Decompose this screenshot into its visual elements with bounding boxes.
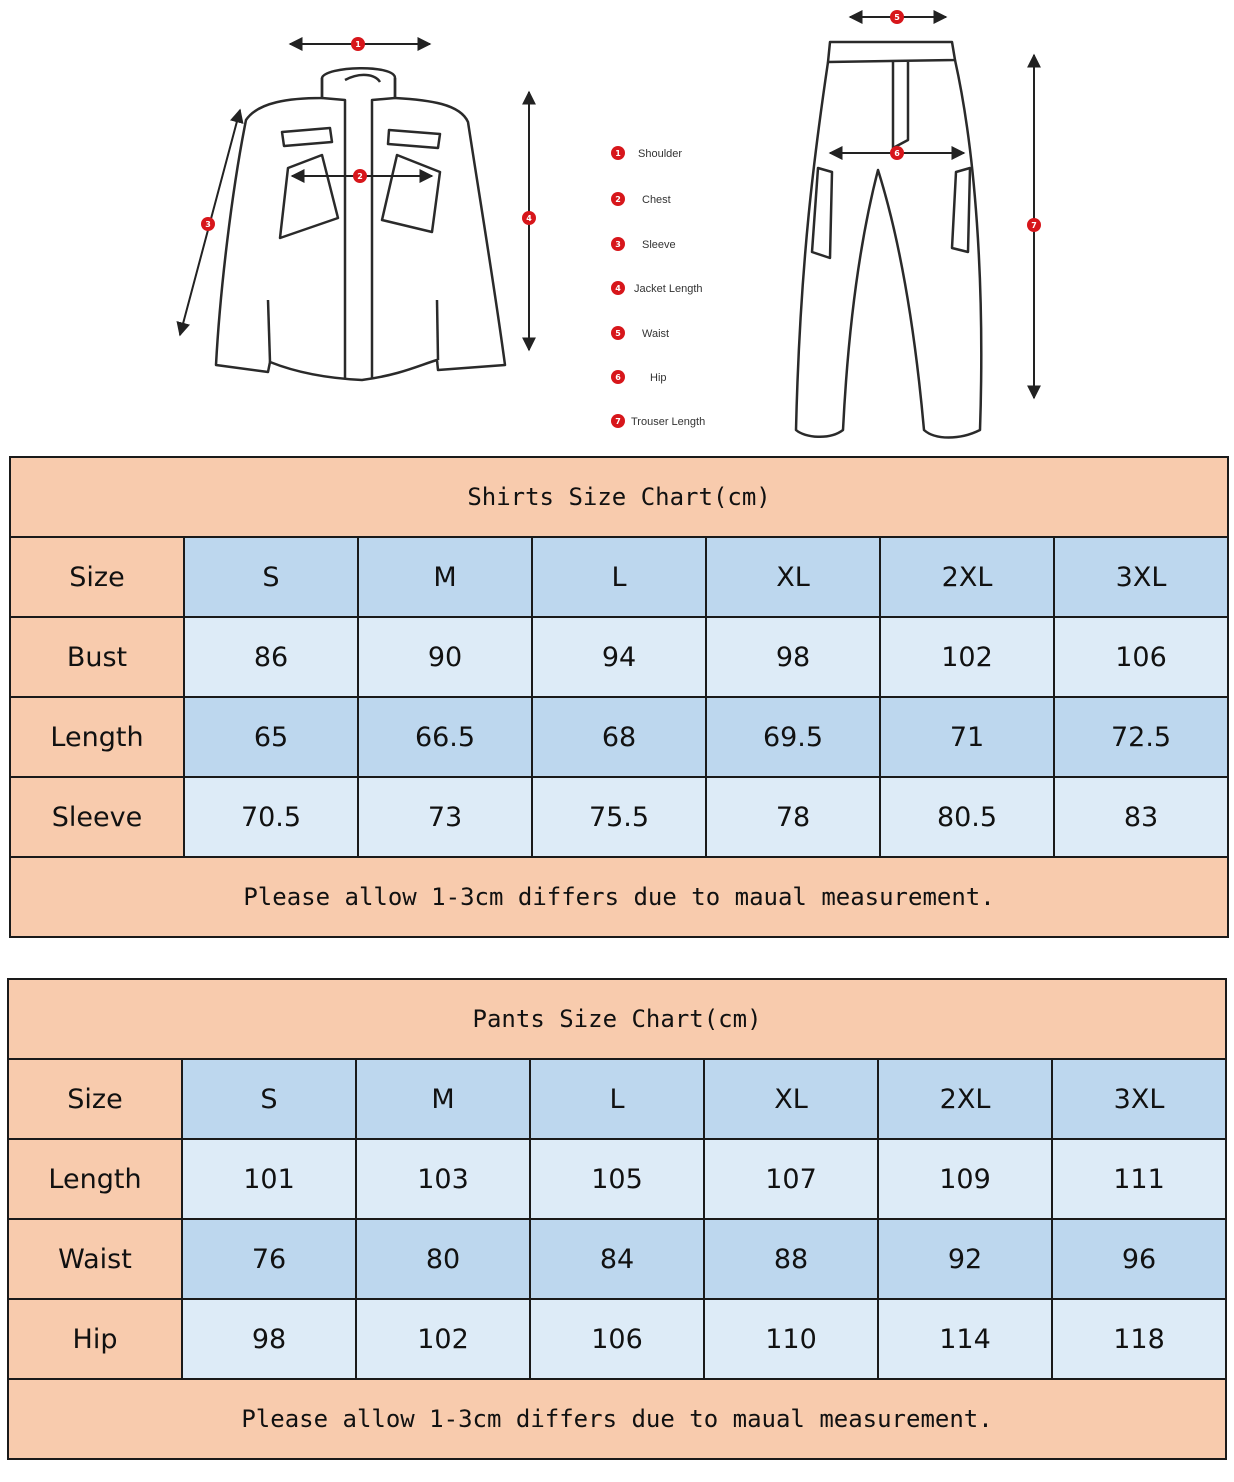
table-cell: 75.5	[532, 777, 706, 857]
svg-text:2: 2	[615, 195, 621, 204]
svg-text:2: 2	[357, 172, 363, 181]
legend-item	[611, 192, 671, 206]
size-cell: XL	[706, 537, 880, 617]
table-cell: 110	[704, 1299, 878, 1379]
svg-text:Hip: Hip	[650, 372, 667, 384]
svg-text:3: 3	[205, 220, 211, 229]
table-cell: 106	[1054, 617, 1228, 697]
size-cell: 2XL	[878, 1059, 1052, 1139]
svg-text:Trouser Length: Trouser Length	[631, 416, 706, 428]
svg-text:Chest: Chest	[642, 194, 671, 206]
table-cell: 69.5	[706, 697, 880, 777]
legend-item	[611, 370, 667, 384]
pants-title-row	[8, 979, 1226, 1059]
table-cell: 68	[532, 697, 706, 777]
svg-text:7: 7	[615, 417, 621, 426]
svg-text:3: 3	[615, 240, 621, 249]
table-cell: 114	[878, 1299, 1052, 1379]
row-header: Waist	[8, 1219, 182, 1299]
shirts-chart-title: Shirts Size Chart(cm)	[10, 457, 1228, 537]
size-cell: M	[358, 537, 532, 617]
row-header: Hip	[8, 1299, 182, 1379]
table-row	[10, 777, 1228, 857]
table-cell: 98	[706, 617, 880, 697]
table-cell: 88	[704, 1219, 878, 1299]
size-cell: S	[184, 537, 358, 617]
table-cell: 92	[878, 1219, 1052, 1299]
size-cell: M	[356, 1059, 530, 1139]
shirts-note-row	[10, 857, 1228, 937]
pants-size-chart	[7, 978, 1227, 1460]
size-header: Size	[10, 537, 184, 617]
shirts-size-row	[10, 537, 1228, 617]
shirts-size-chart	[9, 456, 1229, 938]
table-row	[10, 617, 1228, 697]
table-cell: 86	[184, 617, 358, 697]
size-cell: 3XL	[1054, 537, 1228, 617]
row-header: Length	[10, 697, 184, 777]
svg-text:6: 6	[615, 373, 621, 382]
table-cell: 84	[530, 1219, 704, 1299]
measurement-note: Please allow 1-3cm differs due to maual measurement.	[8, 1379, 1226, 1459]
svg-text:Jacket Length: Jacket Length	[634, 283, 703, 295]
table-row	[10, 697, 1228, 777]
svg-text:1: 1	[355, 40, 361, 49]
pants-size-row	[8, 1059, 1226, 1139]
table-cell: 78	[706, 777, 880, 857]
row-header: Length	[8, 1139, 182, 1219]
legend-item	[611, 281, 703, 295]
table-cell: 96	[1052, 1219, 1226, 1299]
size-cell: S	[182, 1059, 356, 1139]
pants-arrows	[830, 17, 1034, 398]
table-cell: 98	[182, 1299, 356, 1379]
svg-text:4: 4	[526, 214, 532, 223]
shirts-title-row	[10, 457, 1228, 537]
table-cell: 109	[878, 1139, 1052, 1219]
size-cell: L	[530, 1059, 704, 1139]
table-cell: 102	[356, 1299, 530, 1379]
size-cell: XL	[704, 1059, 878, 1139]
size-cell: L	[532, 537, 706, 617]
pants-note-row	[8, 1379, 1226, 1459]
table-cell: 103	[356, 1139, 530, 1219]
table-cell: 105	[530, 1139, 704, 1219]
table-cell: 111	[1052, 1139, 1226, 1219]
table-cell: 118	[1052, 1299, 1226, 1379]
table-cell: 65	[184, 697, 358, 777]
size-cell: 2XL	[880, 537, 1054, 617]
table-cell: 76	[182, 1219, 356, 1299]
table-cell: 73	[358, 777, 532, 857]
table-cell: 83	[1054, 777, 1228, 857]
table-cell: 90	[358, 617, 532, 697]
row-header: Bust	[10, 617, 184, 697]
table-row	[8, 1299, 1226, 1379]
table-cell: 107	[704, 1139, 878, 1219]
measurement-diagram	[0, 0, 1234, 450]
table-cell: 71	[880, 697, 1054, 777]
size-header: Size	[8, 1059, 182, 1139]
table-cell: 70.5	[184, 777, 358, 857]
svg-text:1: 1	[615, 149, 621, 158]
table-cell: 66.5	[358, 697, 532, 777]
legend-item	[611, 414, 705, 428]
table-cell: 80.5	[880, 777, 1054, 857]
svg-text:Waist: Waist	[642, 328, 670, 340]
table-row	[8, 1219, 1226, 1299]
jacket-illustration	[216, 68, 505, 380]
legend-item	[611, 146, 682, 160]
diagram-svg	[0, 0, 1234, 450]
table-cell: 72.5	[1054, 697, 1228, 777]
legend	[611, 146, 705, 428]
svg-text:Shoulder: Shoulder	[638, 148, 683, 160]
pants-illustration	[796, 42, 981, 438]
table-row	[8, 1139, 1226, 1219]
svg-text:5: 5	[894, 13, 900, 22]
row-header: Sleeve	[10, 777, 184, 857]
table-cell: 80	[356, 1219, 530, 1299]
legend-item	[611, 237, 676, 251]
legend-item	[611, 326, 669, 340]
table-cell: 94	[532, 617, 706, 697]
table-cell: 102	[880, 617, 1054, 697]
svg-text:Sleeve: Sleeve	[642, 239, 676, 251]
table-cell: 106	[530, 1299, 704, 1379]
svg-text:5: 5	[615, 329, 621, 338]
svg-text:7: 7	[1031, 221, 1037, 230]
measurement-note: Please allow 1-3cm differs due to maual measurement.	[10, 857, 1228, 937]
pants-chart-title: Pants Size Chart(cm)	[8, 979, 1226, 1059]
size-cell: 3XL	[1052, 1059, 1226, 1139]
table-cell: 101	[182, 1139, 356, 1219]
svg-text:6: 6	[894, 149, 900, 158]
svg-text:4: 4	[615, 284, 621, 293]
